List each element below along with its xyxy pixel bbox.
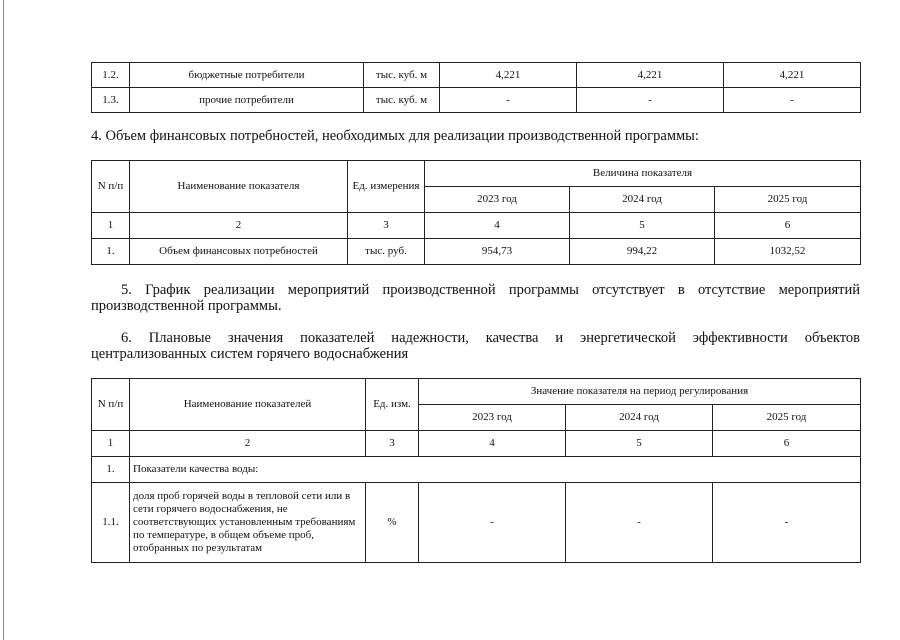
index-cell: 1 [92, 213, 130, 239]
header-unit: Ед. измерения [348, 161, 425, 213]
header-year-2024: 2024 год [566, 405, 713, 431]
header-row [92, 161, 861, 187]
indicator-name: Объем финансовых потребностей [130, 239, 348, 265]
value-2025: 4,221 [724, 63, 861, 88]
row-number: 1.3. [92, 88, 130, 113]
page-edge-line [3, 0, 4, 640]
header-name: Наименование показателя [130, 161, 348, 213]
index-cell: 5 [566, 431, 713, 457]
consumption-table [91, 62, 861, 113]
index-cell: 6 [715, 213, 861, 239]
unit-cell: тыс. руб. [348, 239, 425, 265]
row-number: 1. [92, 239, 130, 265]
header-num: N п/п [92, 161, 130, 213]
section-5-line1: 5. График реализации мероприятий производственной программы отсутствует в отсутствие мероприятий [121, 282, 860, 298]
header-unit: Ед. изм. [366, 379, 419, 431]
value-2023: 4,221 [440, 63, 577, 88]
indicator-name: доля проб горячей воды в тепловой сети или в сети горячего водоснабжения, не соответствующих установленным требованиям по температуре, в общем объеме проб, отобранных по результатам [130, 483, 366, 563]
header-year-2025: 2025 год [715, 187, 861, 213]
value-2023: - [419, 483, 566, 563]
index-row [92, 213, 861, 239]
financial-needs-table [91, 160, 861, 265]
value-2024: 4,221 [577, 63, 724, 88]
row-number: 1.2. [92, 63, 130, 88]
unit-cell: тыс. куб. м [364, 88, 440, 113]
value-2024: - [566, 483, 713, 563]
index-cell: 3 [348, 213, 425, 239]
header-year-2023: 2023 год [425, 187, 570, 213]
header-year-2025: 2025 год [713, 405, 861, 431]
value-2025: 1032,52 [715, 239, 861, 265]
header-num: N п/п [92, 379, 130, 431]
group-title: Показатели качества воды: [130, 457, 861, 483]
index-cell: 2 [130, 431, 366, 457]
reliability-indicators-table [91, 378, 861, 563]
indicator-name: бюджетные потребители [130, 63, 364, 88]
section-6-line1: 6. Плановые значения показателей надежности, качества и энергетической эффективности объектов [121, 330, 860, 346]
value-2023: 954,73 [425, 239, 570, 265]
indicator-name: прочие потребители [130, 88, 364, 113]
header-group: Значение показателя на период регулирования [419, 379, 861, 405]
index-cell: 4 [419, 431, 566, 457]
table-row [92, 483, 861, 563]
section-4-heading: 4. Объем финансовых потребностей, необходимых для реализации производственной программы: [91, 128, 699, 144]
header-group: Величина показателя [425, 161, 861, 187]
table-row [92, 88, 861, 113]
index-cell: 5 [570, 213, 715, 239]
index-cell: 1 [92, 431, 130, 457]
unit-cell: % [366, 483, 419, 563]
unit-cell: тыс. куб. м [364, 63, 440, 88]
table-row [92, 63, 861, 88]
value-2024: 994,22 [570, 239, 715, 265]
value-2025: - [724, 88, 861, 113]
group-row [92, 457, 861, 483]
header-row [92, 379, 861, 405]
index-row [92, 431, 861, 457]
index-cell: 2 [130, 213, 348, 239]
section-6-line2: централизованных систем горячего водоснабжения [91, 346, 409, 362]
section-5-line2: производственной программы. [91, 298, 282, 314]
header-year-2023: 2023 год [419, 405, 566, 431]
row-number: 1.1. [92, 483, 130, 563]
header-name: Наименование показателей [130, 379, 366, 431]
table-row [92, 239, 861, 265]
index-cell: 3 [366, 431, 419, 457]
index-cell: 4 [425, 213, 570, 239]
index-cell: 6 [713, 431, 861, 457]
row-number: 1. [92, 457, 130, 483]
value-2025: - [713, 483, 861, 563]
value-2024: - [577, 88, 724, 113]
value-2023: - [440, 88, 577, 113]
header-year-2024: 2024 год [570, 187, 715, 213]
